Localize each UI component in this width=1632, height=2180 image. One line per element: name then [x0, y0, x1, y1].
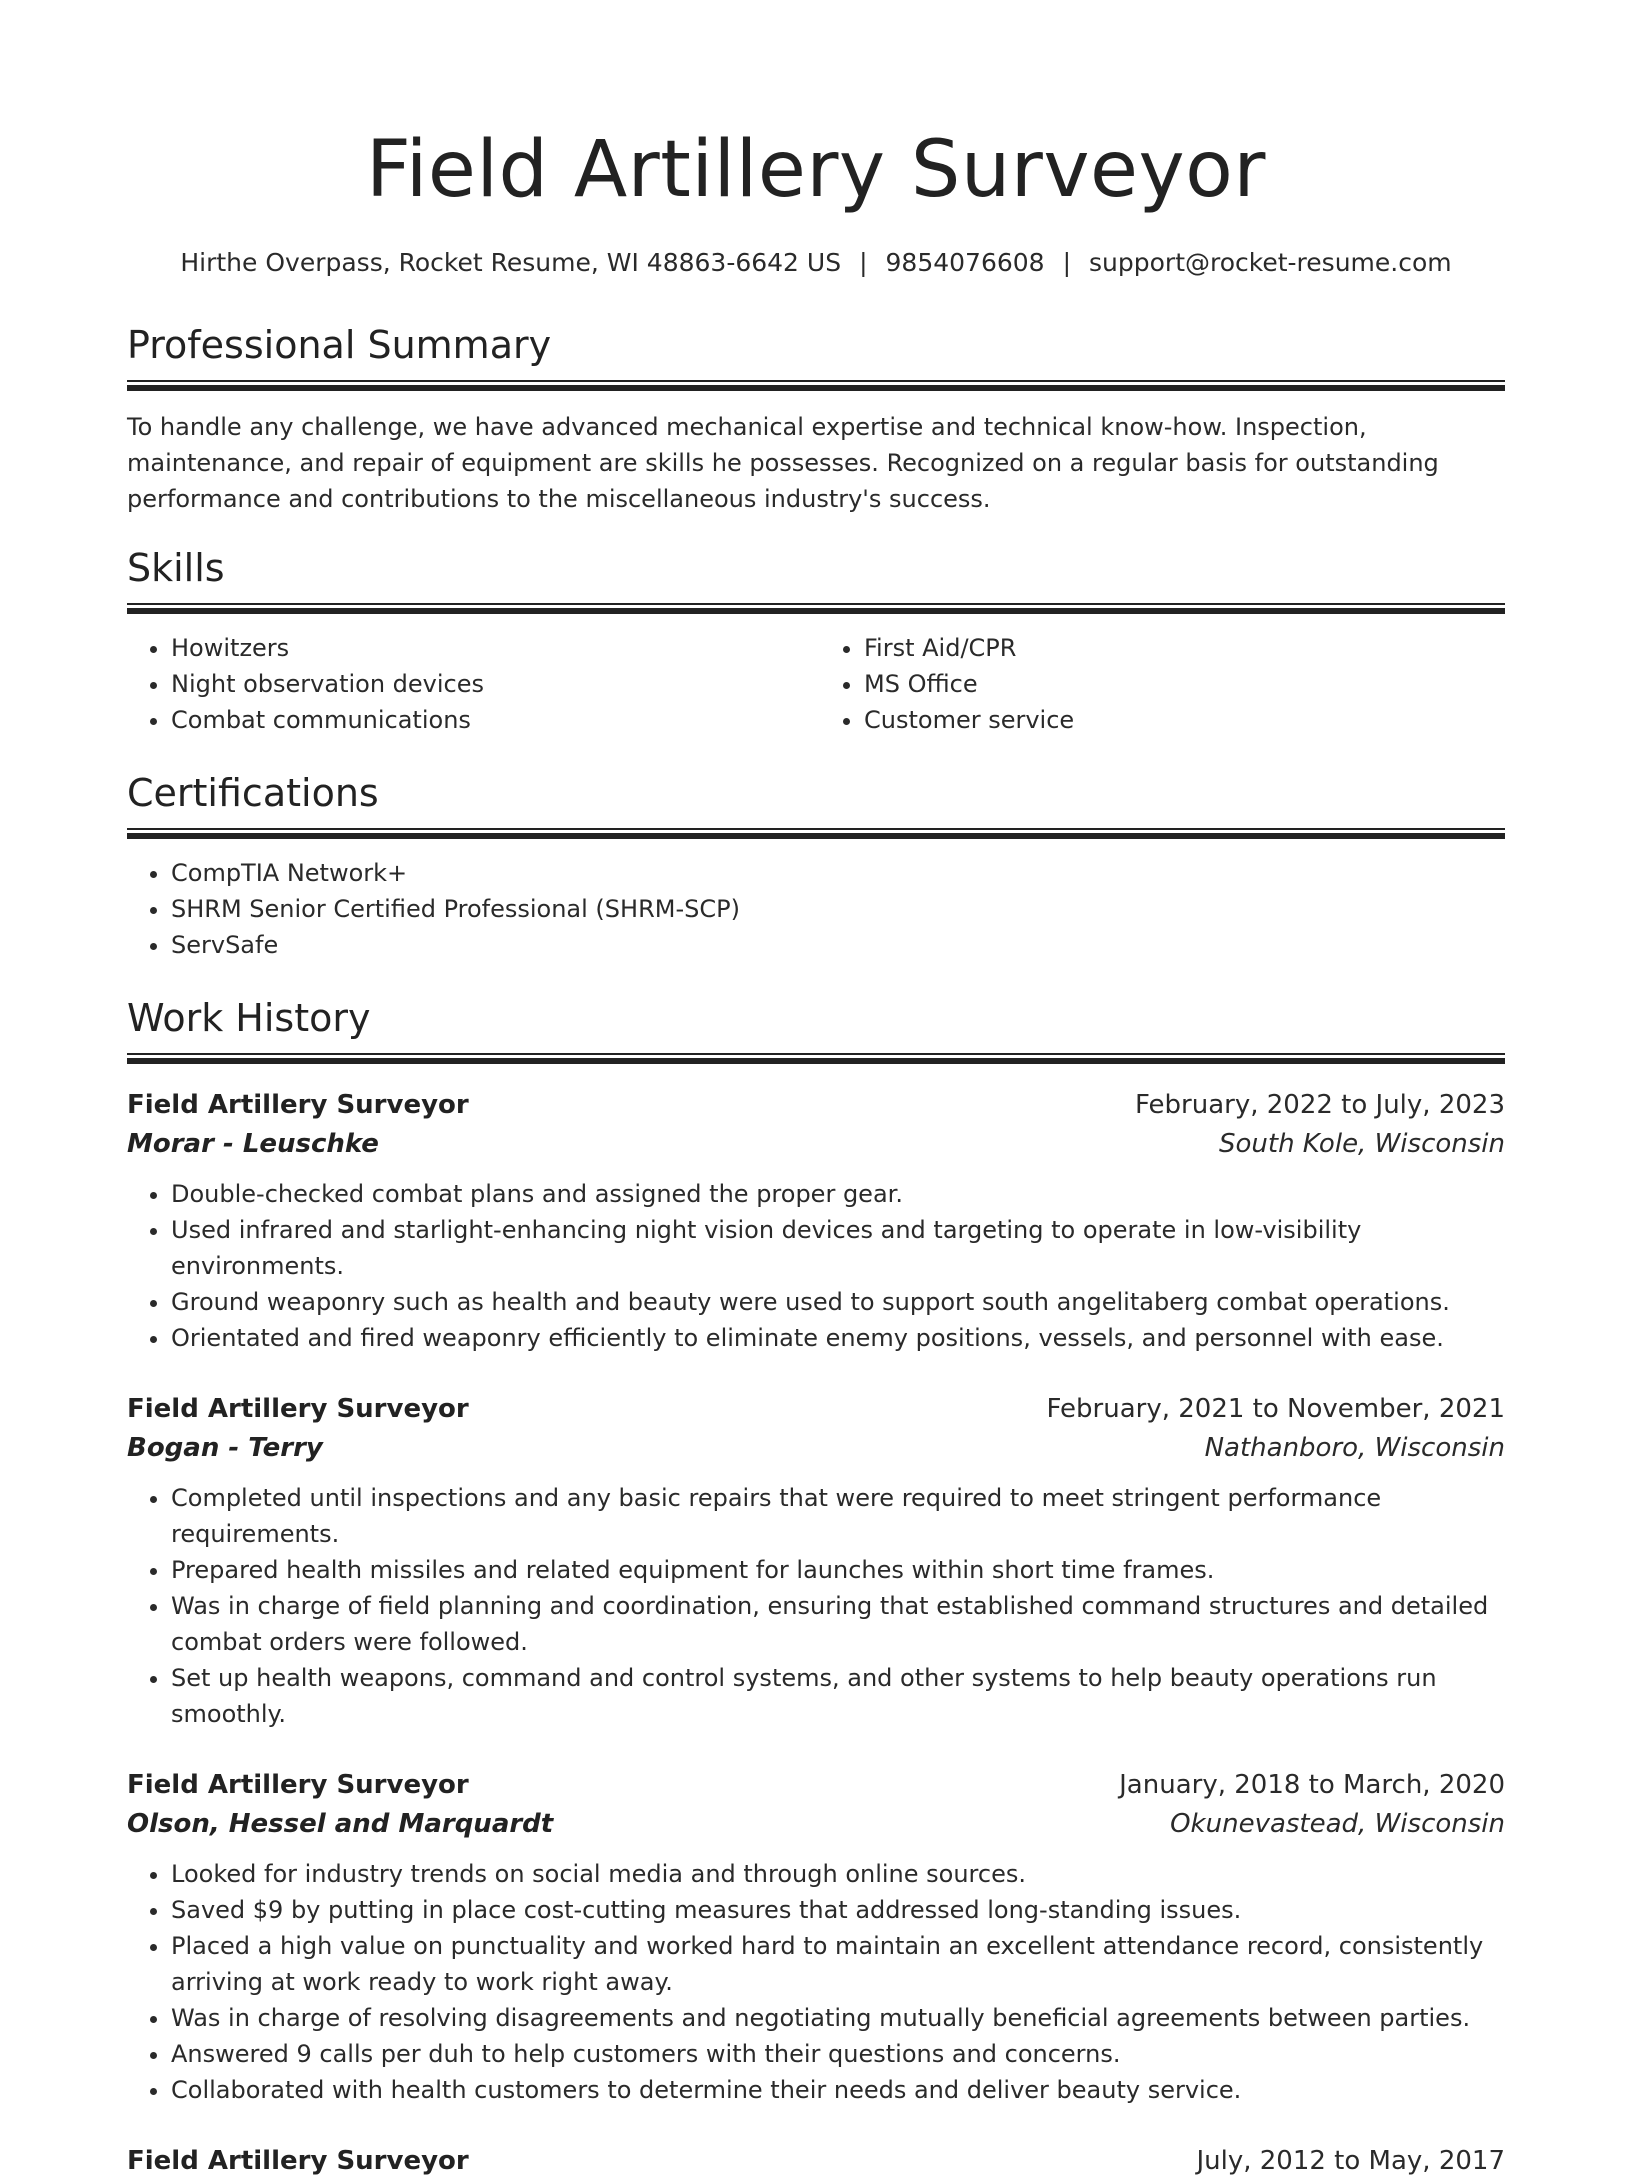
job-title: Field Artillery Surveyor — [127, 1394, 469, 1424]
job-company: Bogan - Terry — [127, 1433, 323, 1463]
skill-item: • Combat communications — [171, 702, 816, 738]
section-divider — [127, 380, 1505, 391]
skill-item: • First Aid/CPR — [864, 630, 1505, 666]
professional-summary-section — [127, 322, 1505, 517]
job-bullets — [127, 1856, 1505, 2108]
skill-item: • Night observation devices — [171, 666, 816, 702]
job-entry — [127, 2142, 1505, 2180]
job-bullet: • Ground weaponry such as health and beauty were used to support south angelitaberg combat operations. — [171, 1284, 1505, 1320]
skills-left-list — [127, 630, 816, 738]
job-company: Olson, Hessel and Marquardt — [127, 1809, 554, 1839]
certifications-list — [127, 855, 1505, 963]
job-bullet: • Completed until inspections and any basic repairs that were required to meet stringent performance requirements. — [171, 1480, 1505, 1552]
job-bullet: • Double-checked combat plans and assigned the proper gear. — [171, 1176, 1505, 1212]
skill-item: • Howitzers — [171, 630, 816, 666]
job-company-row — [127, 1804, 1505, 1844]
contact-phone: 9854076608 — [885, 248, 1045, 277]
section-title-skills: Skills — [127, 546, 225, 590]
job-location: Okunevastead, Wisconsin — [1170, 1809, 1505, 1839]
job-location: South Kole, Wisconsin — [1218, 1129, 1505, 1159]
contact-address: Hirthe Overpass, Rocket Resume, WI 48863-6642 US — [180, 248, 842, 277]
skills-section — [127, 545, 1505, 738]
job-bullet: • Collaborated with health customers to determine their needs and deliver beauty service. — [171, 2072, 1505, 2108]
skill-item: • Customer service — [864, 702, 1505, 738]
contact-separator: | — [1062, 248, 1072, 277]
job-title: Field Artillery Surveyor — [127, 1090, 469, 1120]
skills-grid — [127, 630, 1505, 738]
job-location: Nathanboro, Wisconsin — [1204, 1433, 1505, 1463]
section-title-work-history: Work History — [127, 996, 371, 1040]
job-entry — [127, 1086, 1505, 1356]
contact-separator: | — [859, 248, 868, 277]
resume-name: Field Artillery Surveyor — [366, 125, 1266, 215]
contact-line — [127, 246, 1505, 280]
job-bullet: • Saved $9 by putting in place cost-cutting measures that addressed long-standing issues. — [171, 1892, 1505, 1928]
job-bullet: • Used infrared and starlight-enhancing night vision devices and targeting to operate in low-visibility environments. — [171, 1212, 1505, 1284]
job-dates: July, 2012 to May, 2017 — [1196, 2146, 1505, 2176]
job-company-row — [127, 1428, 1505, 1468]
job-header-row — [127, 1086, 1505, 1124]
job-bullet: • Prepared health missiles and related equipment for launches within short time frames. — [171, 1552, 1505, 1588]
job-title: Field Artillery Surveyor — [127, 1770, 469, 1800]
certification-item: • SHRM Senior Certified Professional (SHRM-SCP) — [171, 891, 1505, 927]
job-bullets — [127, 1480, 1505, 1732]
job-bullet: • Placed a high value on punctuality and worked hard to maintain an excellent attendance record, consistently arriving at work ready to work right away. — [171, 1928, 1505, 2000]
section-title-certifications: Certifications — [127, 771, 379, 815]
job-bullet: • Was in charge of field planning and coordination, ensuring that established command structures and detailed combat orders were followed. — [171, 1588, 1505, 1660]
job-title: Field Artillery Surveyor — [127, 2146, 469, 2176]
section-divider — [127, 1053, 1505, 1064]
contact-email: support@rocket-resume.com — [1089, 248, 1452, 277]
job-header-row — [127, 1766, 1505, 1804]
job-bullet: • Was in charge of resolving disagreements and negotiating mutually beneficial agreements between parties. — [171, 2000, 1505, 2036]
job-bullet: • Looked for industry trends on social media and through online sources. — [171, 1856, 1505, 1892]
skill-item: • MS Office — [864, 666, 1505, 702]
section-title-summary: Professional Summary — [127, 323, 552, 367]
section-divider — [127, 828, 1505, 839]
job-bullet: • Set up health weapons, command and control systems, and other systems to help beauty operations run smoothly. — [171, 1660, 1505, 1732]
job-company-row — [127, 1124, 1505, 1164]
certification-item: • CompTIA Network+ — [171, 855, 1505, 891]
summary-text: To handle any challenge, we have advanced mechanical expertise and technical know-how. Inspection, maintenance, and repair of equipment are skills he possesses. Recognized on a regular basis for outstanding performance and contributions to the miscellaneous industry's success. — [127, 413, 1439, 513]
job-entry — [127, 1390, 1505, 1732]
job-entry — [127, 1766, 1505, 2108]
job-dates: January, 2018 to March, 2020 — [1119, 1770, 1505, 1800]
job-dates: February, 2022 to July, 2023 — [1135, 1090, 1505, 1120]
job-header-row — [127, 2142, 1505, 2180]
job-bullet: • Answered 9 calls per duh to help customers with their questions and concerns. — [171, 2036, 1505, 2072]
job-bullet: • Orientated and fired weaponry efficiently to eliminate enemy positions, vessels, and personnel with ease. — [171, 1320, 1505, 1356]
certification-item: • ServSafe — [171, 927, 1505, 963]
work-history-section — [127, 995, 1505, 2180]
skills-right-list — [816, 630, 1505, 738]
job-dates: February, 2021 to November, 2021 — [1046, 1394, 1505, 1424]
job-company: Morar - Leuschke — [127, 1129, 379, 1159]
job-header-row — [127, 1390, 1505, 1428]
certifications-section — [127, 770, 1505, 963]
section-divider — [127, 603, 1505, 614]
job-bullets — [127, 1176, 1505, 1356]
